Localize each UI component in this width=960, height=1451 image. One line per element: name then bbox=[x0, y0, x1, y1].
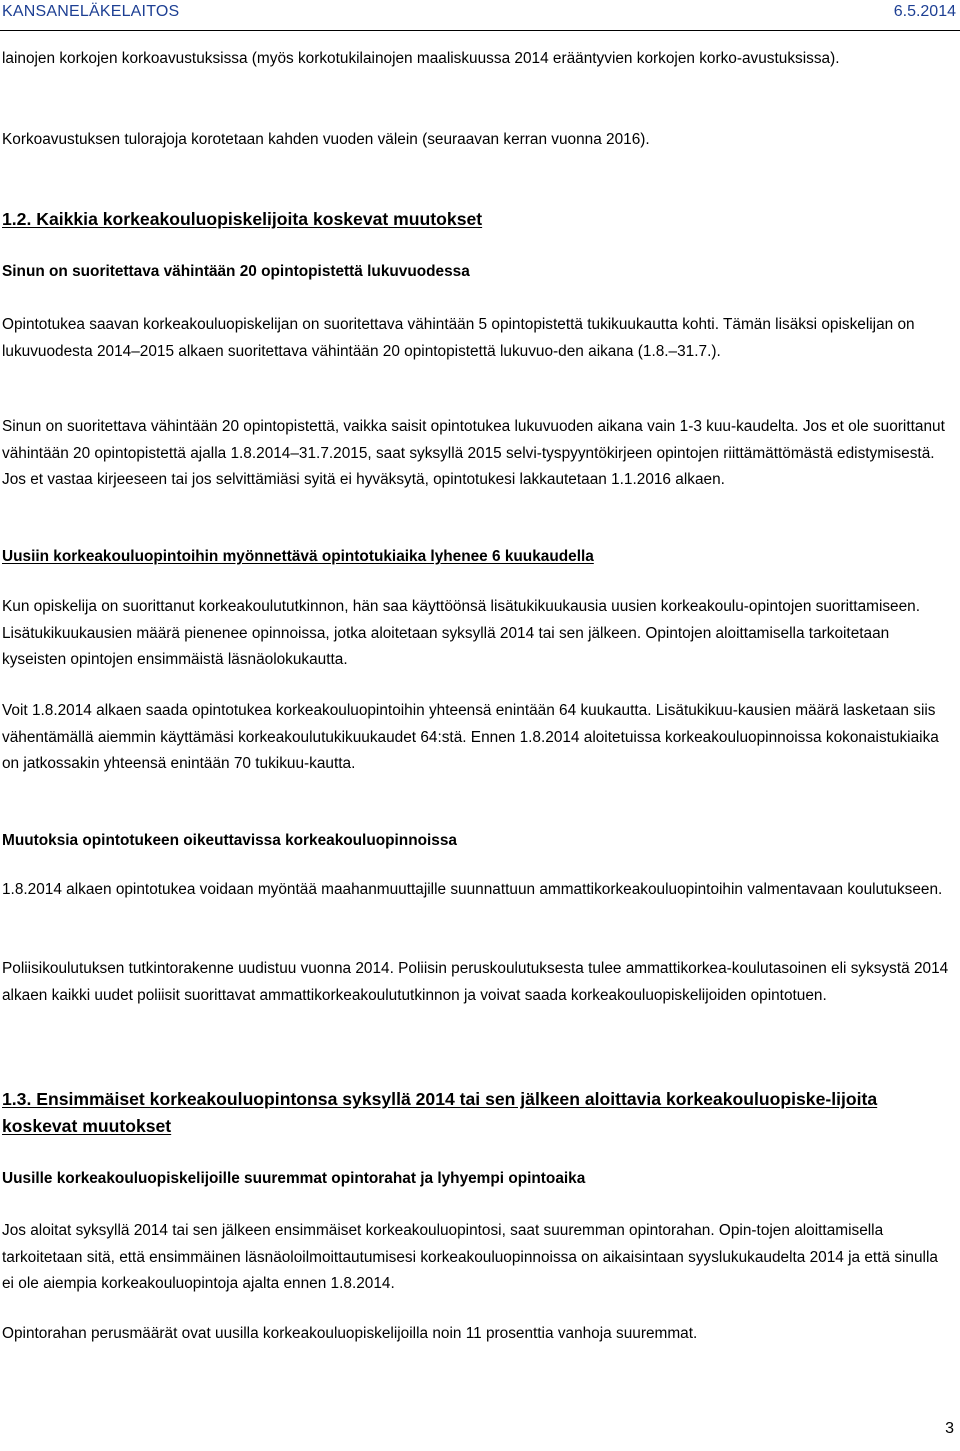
paragraph-study-grant: Opintorahan perusmäärät ovat uusilla korkeakouluopiskelijoilla noin 11 prosenttia vanhoja suuremmat. bbox=[2, 1325, 698, 1342]
paragraph-5-credits: Opintotukea saavan korkeakouluopiskelijan on suoritettava vähintään 5 opintopistettä tukikuukautta kohti. Tämän lisäksi opiskelijan on lukuvuodesta 2014–2015 alkaen suoritettava vähintään 20 opintopistettä lukuvuo-den aikana (1.8.–31.7.). bbox=[2, 316, 915, 360]
paragraph-income-limits: Korkoavustuksen tulorajoja korotetaan kahden vuoden välein (seuraavan kerran vuonna 2016). bbox=[2, 131, 650, 148]
subheading-new-studies: Uusiin korkeakouluopintoihin myönnettävä opintotukiaika lyhenee 6 kuukaudella bbox=[2, 548, 594, 565]
paragraph-police: Poliisikoulutuksen tutkintorakenne uudistuu vuonna 2014. Poliisin peruskoulutuksesta tulee ammattikorkea-koulutasoinen eli syksystä 2014 alkaen kaikki uudet poliisit suorittavat ammattikorkeakoulututkinnon ja voivat saada korkeakouluopiskelijoiden opintotuen. bbox=[2, 960, 949, 1004]
page-header bbox=[0, 0, 960, 31]
subheading-changes: Muutoksia opintotukeen oikeuttavissa korkeakouluopinnoissa bbox=[2, 832, 457, 849]
paragraph-64-months: Voit 1.8.2014 alkaen saada opintotukea korkeakouluopintoihin yhteensä enintään 64 kuukautta. Lisätukikuu-kausien määrä lasketaan siis vähentämällä aiemmin käyttämäsi korkeakoulutukikuukaudet 64:stä. Ennen 1.8.2014 aloitetuissa korkeakouluopinnoissa kokonaistukiaika on jatkossakin yhteensä enintään 70 tukikuu-kautta. bbox=[2, 702, 939, 773]
section-heading-1-2: 1.2. Kaikkia korkeakouluopiskelijoita koskevat muutokset bbox=[2, 209, 483, 229]
page-number: 3 bbox=[945, 1420, 954, 1437]
paragraph-immigrants: 1.8.2014 alkaen opintotukea voidaan myöntää maahanmuuttajille suunnattuun ammattikorkeakouluopintoihin valmentavaan koulutukseen. bbox=[2, 881, 943, 898]
subheading-20-credits: Sinun on suoritettava vähintään 20 opintopistettä lukuvuodessa bbox=[2, 263, 470, 280]
subheading-new-students: Uusille korkeakouluopiskelijoille suuremmat opintorahat ja lyhyempi opintoaika bbox=[2, 1170, 586, 1187]
section-heading-1-3: 1.3. Ensimmäiset korkeakouluopintonsa syksyllä 2014 tai sen jälkeen aloittavia korkeakouluopiske-lijoita koskevat muutokset bbox=[2, 1089, 878, 1136]
paragraph-additional-months: Kun opiskelija on suorittanut korkeakoulututkinnon, hän saa käyttöönsä lisätukikuukausia uusien korkeakoulu-opintojen suorittamiseen. Lisätukikuukausien määrä pienenee opinnoissa, jotka aloitetaan syksyllä 2014 tai sen jälkeen. Opintojen aloittamisella tarkoitetaan kyseisten opintojen ensimmäistä läsnäolokukautta. bbox=[2, 598, 921, 669]
paragraph-20-credits: Sinun on suoritettava vähintään 20 opintopistettä, vaikka saisit opintotukea lukuvuoden aikana vain 1-3 kuu-kaudelta. Jos et ole suorittanut vähintään 20 opintopistettä ajalla 1.8.2014–31.7.2015, saat syksyllä 2015 selvi-tyspyyntökirjeen opintojen riittämättömästä edistymisestä. Jos et vastaa kirjeeseen tai jos selvittämiäsi syitä ei hyväksytä, opintotukesi lakkautetaan 1.1.2016 alkaen. bbox=[2, 418, 945, 489]
header-organization: KANSANELÄKELAITOS bbox=[2, 3, 180, 20]
paragraph-intro: lainojen korkojen korkoavustuksissa (myös korkotukilainojen maaliskuussa 2014 erääntyvien korkojen korko-avustuksissa). bbox=[2, 50, 840, 67]
paragraph-first-studies: Jos aloitat syksyllä 2014 tai sen jälkeen ensimmäiset korkeakouluopintosi, saat suuremman opintorahan. Opin-tojen aloittamisella tarkoitetaan sitä, että ensimmäinen läsnäoloilmoittautumisesi korkeakouluopinnoissa on aikaisintaan syyslukukaudelta 2014 ja että sinulla ei ole aiempia korkeakouluopintoja ajalta ennen 1.8.2014. bbox=[2, 1222, 938, 1293]
header-date: 6.5.2014 bbox=[893, 3, 956, 20]
